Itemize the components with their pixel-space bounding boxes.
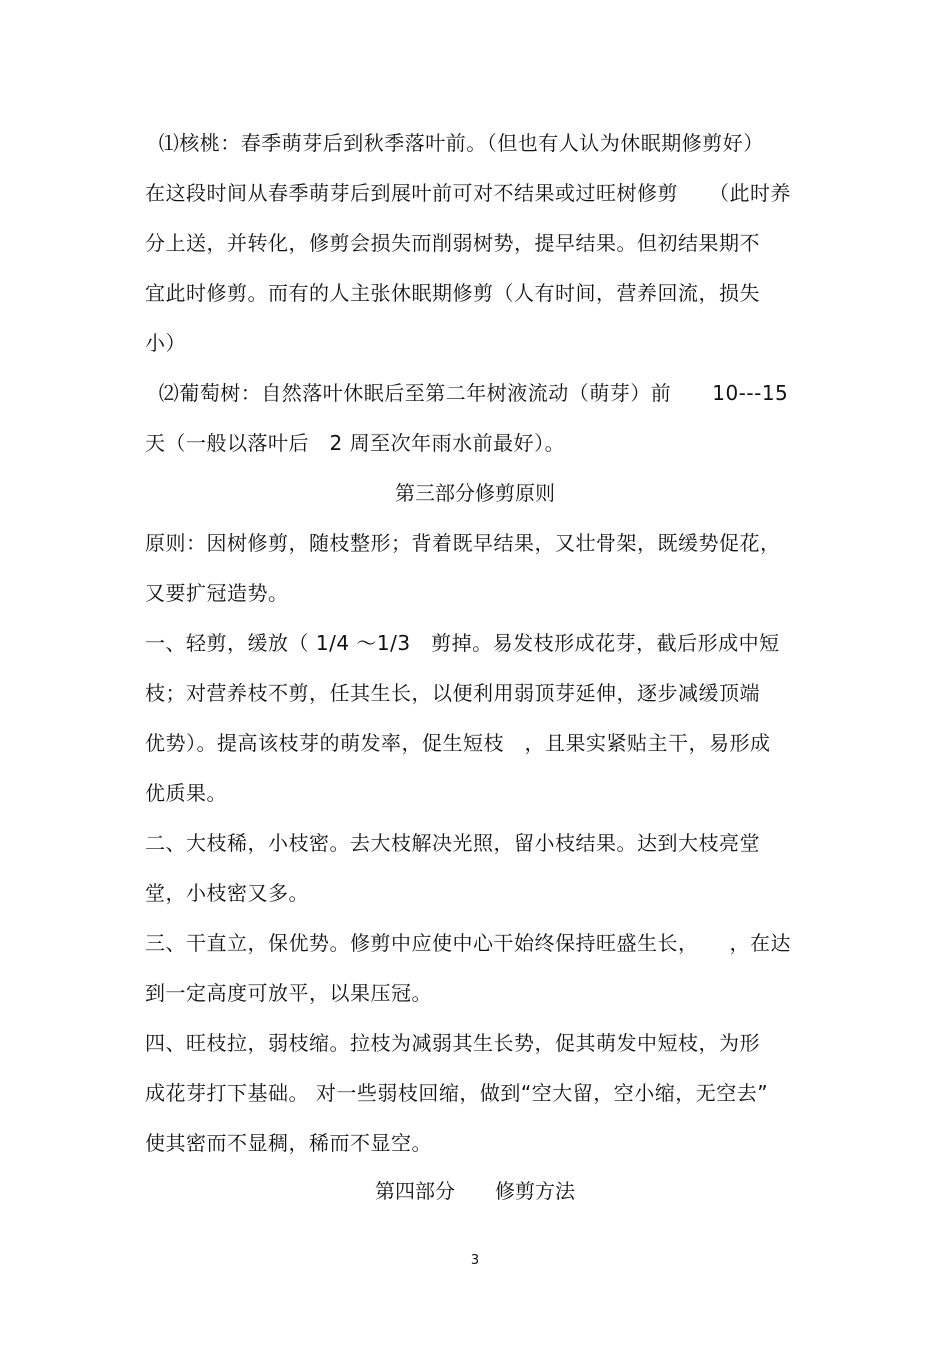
text-line: 二、大枝稀，小枝密。去大枝解决光照，留小枝结果。达到大枝亮堂	[145, 831, 760, 855]
section-heading: 第四部分 修剪方法	[375, 1179, 575, 1203]
text-line: 一、轻剪，缓放（ 1/4 ～1/3 剪掉。易发枝形成花芽，截后形成中短	[145, 631, 780, 655]
text-line: 原则：因树修剪，随枝整形；背着既早结果，又壮骨架，既缓势促花，	[145, 531, 781, 555]
text-line: 天（一般以落叶后 2 周至次年雨水前最好）。	[145, 431, 566, 455]
text-line: 又要扩冠造势。	[145, 581, 289, 605]
text-line: 分上送，并转化，修剪会损失而削弱树势，提早结果。但初结果期不	[145, 231, 760, 255]
text-line: 优势）。提高该枝芽的萌发率，促生短枝 ，且果实紧贴主干，易形成	[145, 731, 771, 755]
text-line: 宜此时修剪。而有的人主张休眠期修剪（人有时间，营养回流，损失	[145, 281, 760, 305]
page-number: 3	[470, 1253, 480, 1268]
text-line: 到一定高度可放平，以果压冠。	[145, 981, 432, 1005]
text-line: 堂，小枝密又多。	[145, 881, 309, 905]
text-line: 小）	[145, 331, 186, 355]
text-line: 优质果。	[145, 781, 227, 805]
text-line: 使其密而不显稠，稀而不显空。	[145, 1131, 432, 1155]
text-line: 四、旺枝拉，弱枝缩。拉枝为减弱其生长势，促其萌发中短枝，为形	[145, 1031, 760, 1055]
text-line: 枝；对营养枝不剪，任其生长，以便利用弱顶芽延伸，逐步减缓顶端	[145, 681, 760, 705]
text-line: 在这段时间从春季萌芽后到展叶前可对不结果或过旺树修剪 （此时养	[145, 181, 791, 205]
text-line: 成花芽打下基础。 对一些弱枝回缩，做到“空大留，空小缩，无空去”	[145, 1081, 769, 1105]
text-line: 三、干直立，保优势。修剪中应使中心干始终保持旺盛生长， ，在达	[145, 931, 791, 955]
section-heading: 第三部分修剪原则	[395, 481, 555, 505]
text-line: ⑴核桃：春季萌芽后到秋季落叶前。（但也有人认为休眠期修剪好）	[145, 131, 764, 155]
text-line: ⑵葡萄树：自然落叶休眠后至第二年树液流动（萌芽）前 10---15	[145, 381, 789, 405]
